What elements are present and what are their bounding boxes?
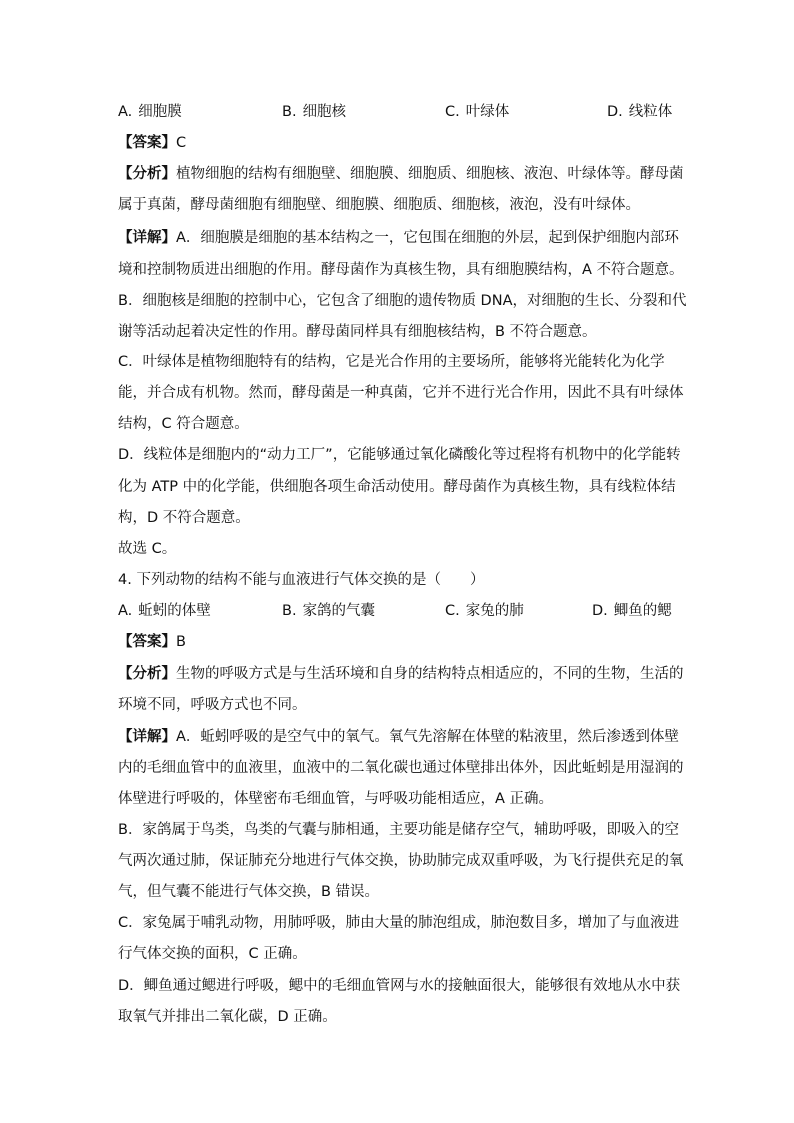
q3-option-b xyxy=(282,102,346,122)
q4-answer xyxy=(118,632,678,652)
q3-detail-line: 化为 ATP 中的化学能，供细胞各项生命活动使用。酵母菌作为真核生物，具有线粒体结 xyxy=(118,479,676,495)
q3-detail-line: C．叶绿体是植物细胞特有的结构，它是光合作用的主要场所，能够将光能转化为化学 xyxy=(118,354,665,370)
option-text: 细胞膜 xyxy=(138,104,182,120)
option-text: 鲫鱼的鳃 xyxy=(613,603,672,619)
q3-answer xyxy=(118,133,678,153)
option-text: 家兔的肺 xyxy=(465,603,524,619)
q3-option-d xyxy=(607,102,672,122)
option-letter: D. xyxy=(592,603,608,619)
option-text: 叶绿体 xyxy=(465,104,510,120)
q4-detail-line: 体壁进行呼吸的，体壁密布毛细血管，与呼吸功能相适应，A 正确。 xyxy=(118,791,554,807)
q4-detail-line: 气，但气囊不能进行气体交换，B 错误。 xyxy=(118,884,380,900)
q4-detail-line: C．家兔属于哺乳动物，用肺呼吸，肺由大量的肺泡组成，肺泡数目多，增加了与血液进 xyxy=(118,915,680,931)
q4-detail-line xyxy=(118,727,678,747)
q4-option-a xyxy=(118,601,211,621)
q4-analysis-line xyxy=(118,664,684,684)
analysis-label: 【分析】 xyxy=(118,666,176,682)
option-text: 线粒体 xyxy=(628,104,673,120)
option-letter: B. xyxy=(282,104,297,120)
q3-detail-line: D．线粒体是细胞内的“动力工厂”，它能够通过氧化磷酸化等过程将有机物中的化学能转 xyxy=(118,447,681,463)
detail-label: 【详解】 xyxy=(118,230,176,246)
option-letter: C. xyxy=(445,603,460,619)
analysis-text: 植物细胞的结构有细胞壁、细胞膜、细胞质、细胞核、液泡、叶绿体等。酵母菌 xyxy=(176,166,684,182)
q3-conclusion: 故选 C。 xyxy=(118,541,177,557)
q4-option-b xyxy=(282,601,375,621)
option-letter: A. xyxy=(118,603,133,619)
q3-analysis-line xyxy=(118,164,684,184)
option-letter: B. xyxy=(282,603,297,619)
q3-detail-line xyxy=(118,228,678,248)
q4-stem: 4. 下列动物的结构不能与血液进行气体交换的是（ ） xyxy=(118,572,485,588)
q3-detail-line: 结构，C 符合题意。 xyxy=(118,416,249,432)
answer-label: 【答案】 xyxy=(118,634,176,650)
analysis-text: 生物的呼吸方式是与生活环境和自身的结构特点相适应的，不同的生物，生活的 xyxy=(176,666,684,682)
analysis-label: 【分析】 xyxy=(118,166,176,182)
option-text: 细胞核 xyxy=(302,104,347,120)
detail-label: 【详解】 xyxy=(118,729,176,745)
q3-detail-line: 构，D 不符合题意。 xyxy=(118,510,250,526)
q3-detail-line: B．细胞核是细胞的控制中心，它包含了细胞的遗传物质 DNA，对细胞的生长、分裂和代 xyxy=(118,293,687,309)
answer-value: C xyxy=(176,135,187,151)
option-letter: C. xyxy=(445,104,460,120)
option-text: 蚯蚓的体壁 xyxy=(138,603,211,619)
q4-option-c xyxy=(445,601,524,621)
q3-option-c xyxy=(445,102,509,122)
q3-detail-line: 能，并合成有机物。然而，酵母菌是一种真菌，它并不进行光合作用，因此不具有叶绿体 xyxy=(118,385,684,401)
q3-option-a xyxy=(118,102,182,122)
q4-detail-line: B．家鸽属于鸟类，鸟类的气囊与肺相通，主要功能是储存空气，辅助呼吸，即吸入的空 xyxy=(118,822,679,838)
q4-detail-line: D．鲫鱼通过鳃进行呼吸，鳃中的毛细血管网与水的接触面很大，能够很有效地从水中获 xyxy=(118,978,681,994)
q3-detail-line: 谢等活动起着决定性的作用。酵母菌同样具有细胞核结构，B 不符合题意。 xyxy=(118,324,597,340)
q3-detail-line: 境和控制物质进出细胞的作用。酵母菌作为真核生物，具有细胞膜结构，A 不符合题意。 xyxy=(118,262,684,278)
option-letter: D. xyxy=(607,104,623,120)
detail-text: A．蚯蚓呼吸的是空气中的氧气。氧气先溶解在体壁的粘液里，然后渗透到体壁 xyxy=(176,729,679,745)
q4-detail-line: 行气体交换的面积，C 正确。 xyxy=(118,946,307,962)
option-text: 家鸽的气囊 xyxy=(302,603,376,619)
q4-option-d xyxy=(592,601,672,621)
answer-label: 【答案】 xyxy=(118,135,176,151)
q3-analysis-line: 属于真菌，酵母菌细胞有细胞壁、细胞膜、细胞质、细胞核，液泡，没有叶绿体。 xyxy=(118,197,640,213)
option-letter: A. xyxy=(118,104,133,120)
q4-detail-line: 气两次通过肺，保证肺充分地进行气体交换，协助肺完成双重呼吸，为飞行提供充足的氧 xyxy=(118,853,684,869)
q4-detail-line: 取氧气并排出二氧化碳，D 正确。 xyxy=(118,1009,337,1025)
q4-detail-line: 内的毛细血管中的血液里，血液中的二氧化碳也通过体壁排出体外，因此蚯蚓是用湿润的 xyxy=(118,760,684,776)
detail-text: A．细胞膜是细胞的基本结构之一，它包围在细胞的外层，起到保护细胞内部环 xyxy=(176,230,679,246)
answer-value: B xyxy=(176,634,186,650)
q4-analysis-line: 环境不同，呼吸方式也不同。 xyxy=(118,697,307,713)
